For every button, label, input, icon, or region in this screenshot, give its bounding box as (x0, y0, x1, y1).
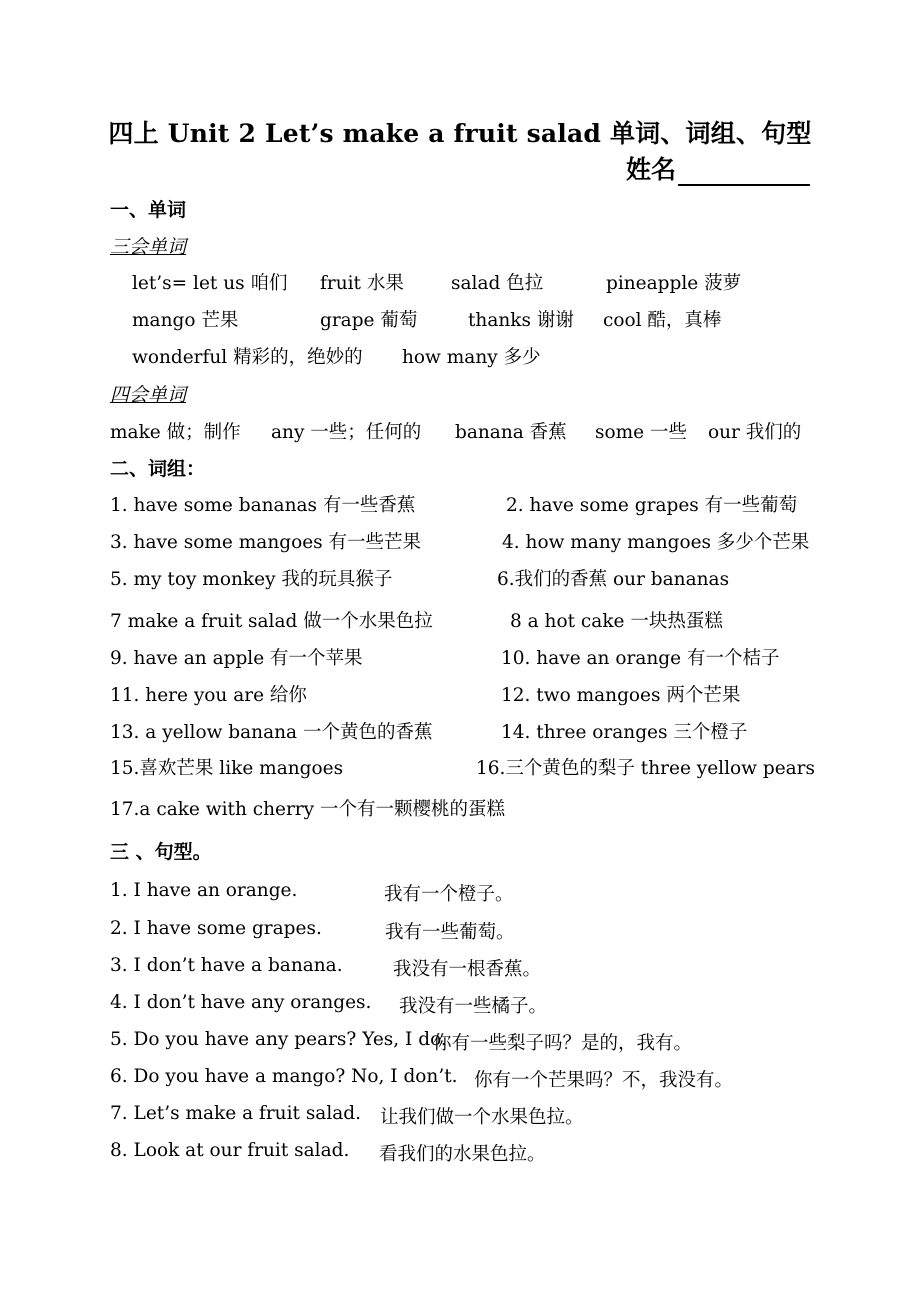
phrase-item: 16.三个黄色的梨子 three yellow pears (476, 758, 816, 779)
word-item: banana 香蕉 (455, 422, 567, 443)
word-item: any 一些；任何的 (271, 422, 422, 443)
sentence-en: 5. Do you have any pears? Yes, I do. (110, 1029, 447, 1050)
phrase-item: 11. here you are 给你 (110, 685, 307, 706)
sentence-en: 4. I don’t have any oranges. (110, 992, 372, 1013)
phrase-item: 5. my toy monkey 我的玩具猴子 (110, 569, 393, 590)
phrase-item: 1. have some bananas 有一些香蕉 (110, 495, 416, 516)
sentence-zh: 你有一个芒果吗？不，我没有。 (474, 1070, 734, 1091)
name-blank-line (678, 156, 810, 186)
sentence-en: 3. I don’t have a banana. (110, 955, 343, 976)
word-item: some 一些 (595, 422, 688, 443)
name-label: 姓名 (626, 155, 677, 184)
phrase-item: 8 a hot cake 一块热蛋糕 (510, 611, 723, 632)
sentence-zh: 我有一些葡萄。 (385, 922, 515, 943)
phrase-item: 17.a cake with cherry 一个有一颗樱桃的蛋糕 (110, 799, 505, 820)
sentence-en: 8. Look at our fruit salad. (110, 1140, 350, 1161)
sentence-zh: 你有一些梨子吗？是的，我有。 (433, 1033, 693, 1054)
section-sentences-heading: 三 、句型。 (110, 841, 212, 863)
word-item: our 我们的 (708, 422, 802, 443)
name-field (626, 150, 810, 186)
section-phrases-heading: 二、词组： (110, 458, 206, 480)
page-title: 四上 Unit 2 Let’s make a fruit salad 单词、词组、句型 (108, 119, 812, 148)
phrase-item: 15.喜欢芒果 like mangoes (110, 758, 344, 779)
word-item: how many 多少 (402, 347, 541, 368)
phrase-item: 4. how many mangoes 多少个芒果 (502, 532, 810, 553)
phrase-item: 3. have some mangoes 有一些芒果 (110, 532, 422, 553)
section-words-heading: 一、单词 (110, 199, 187, 221)
word-item: let’s= let us 咱们 (132, 273, 288, 294)
word-item: grape 葡萄 (320, 310, 418, 331)
sentence-zh: 看我们的水果色拉。 (379, 1144, 546, 1165)
sentence-en: 2. I have some grapes. (110, 918, 322, 939)
word-item: cool 酷，真棒 (603, 310, 722, 331)
sentence-en: 6. Do you have a mango? No, I don’t. (110, 1066, 458, 1087)
word-item: wonderful 精彩的，绝妙的 (132, 347, 363, 368)
sentence-zh: 我有一个橙子。 (384, 884, 514, 905)
sentence-en: 7. Let’s make a fruit salad. (110, 1103, 362, 1124)
word-item: fruit 水果 (320, 273, 404, 294)
phrase-item: 14. three oranges 三个橙子 (501, 722, 748, 743)
sentence-zh: 我没有一根香蕉。 (393, 959, 542, 980)
word-item: pineapple 菠萝 (606, 273, 742, 294)
subheading-four-skill-words: 四会单词 (110, 384, 187, 406)
phrase-item: 12. two mangoes 两个芒果 (501, 685, 741, 706)
word-item: salad 色拉 (451, 273, 544, 294)
subheading-three-skill-words: 三会单词 (110, 236, 187, 258)
phrase-item: 7 make a fruit salad 做一个水果色拉 (110, 611, 433, 632)
phrase-item: 9. have an apple 有一个苹果 (110, 648, 363, 669)
sentence-zh: 我没有一些橘子。 (399, 996, 548, 1017)
word-item: thanks 谢谢 (468, 310, 574, 331)
phrase-item: 6.我们的香蕉 our bananas (497, 569, 730, 590)
word-item: mango 芒果 (132, 310, 239, 331)
sentence-zh: 让我们做一个水果色拉。 (380, 1107, 584, 1128)
phrase-item: 13. a yellow banana 一个黄色的香蕉 (110, 722, 433, 743)
word-item: make 做；制作 (110, 422, 241, 443)
phrase-item: 2. have some grapes 有一些葡萄 (506, 495, 798, 516)
phrase-item: 10. have an orange 有一个桔子 (501, 648, 780, 669)
sentence-en: 1. I have an orange. (110, 880, 298, 901)
